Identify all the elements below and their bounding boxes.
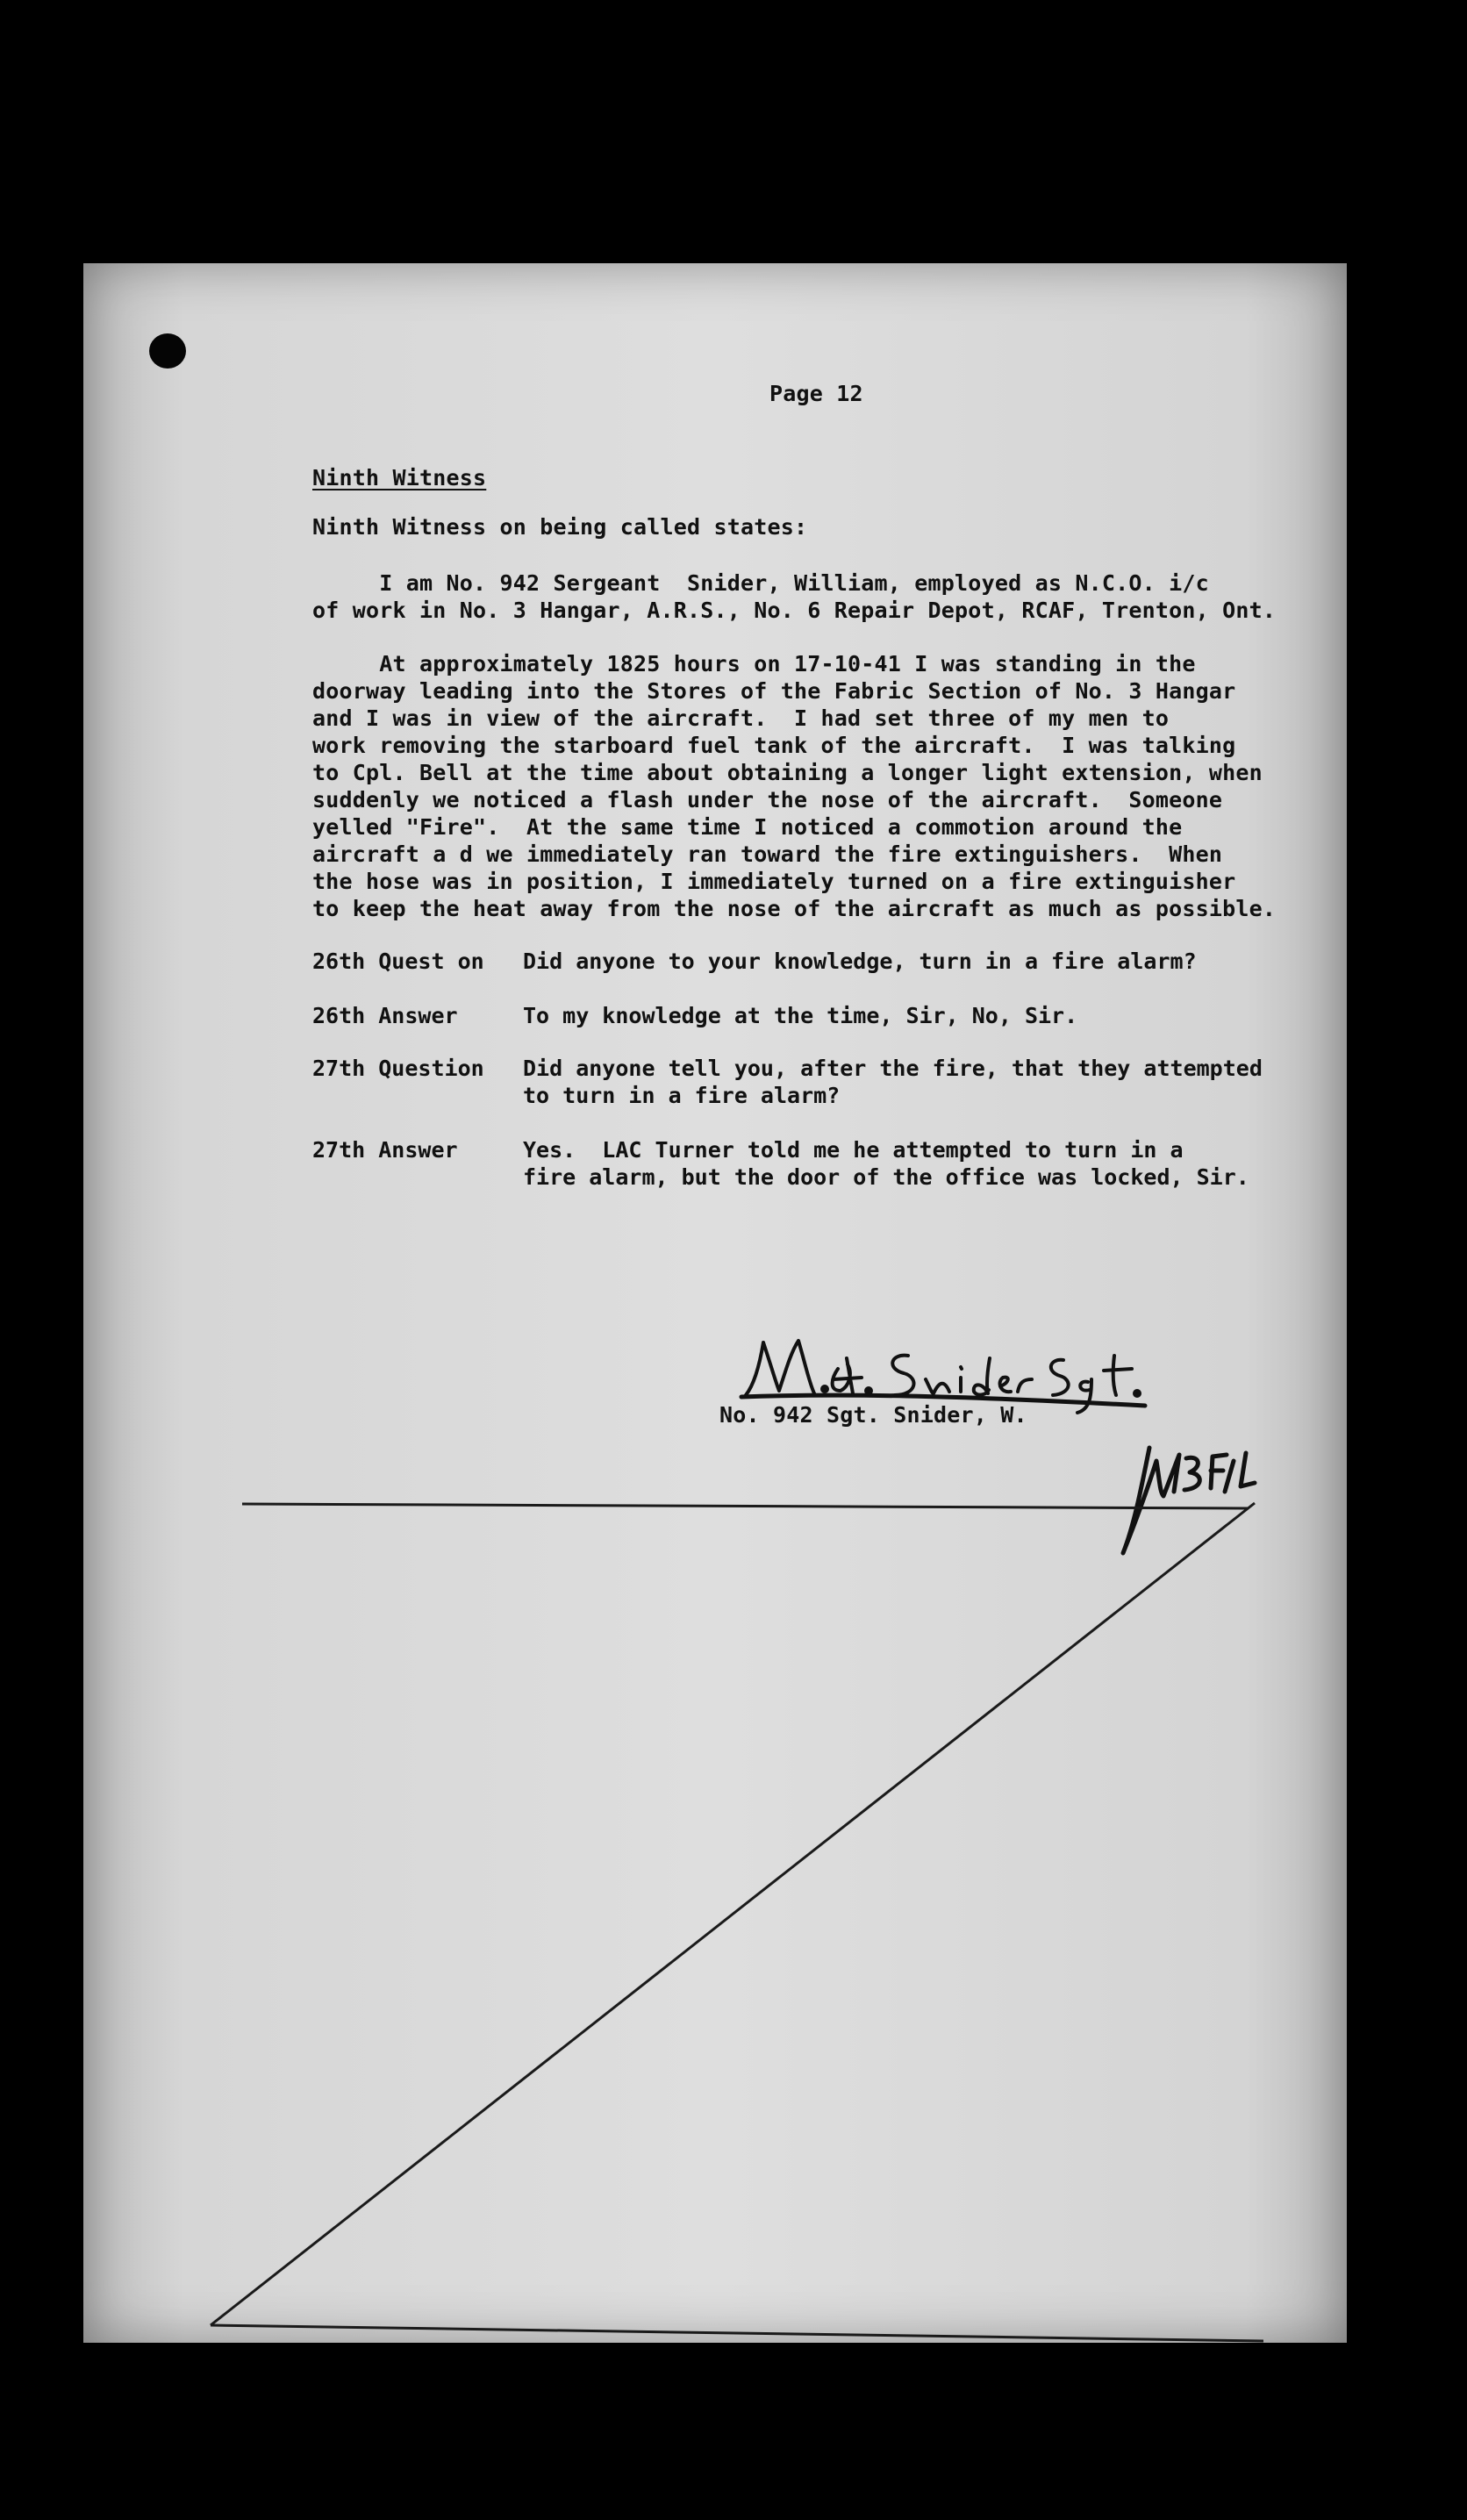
qa-label: 26th Answer xyxy=(312,1003,458,1028)
qa-label: 26th Quest on xyxy=(312,949,484,974)
paragraph-statement: At approximately 1825 hours on 17-10-41 I was standing in the doorway leading into the Stores of the Fabric Section of No. 3 Hangar and I was in view of the aircraft. I had set three of my men to work removing the starboard fuel tank of the aircraft. I was talking to Cpl. Bell at the time about obtaining a longer light extension, when suddenly we noticed a flash under the nose of the aircraft. Someone yelled "Fire". At the same time I noticed a commotion around the aircraft a d we immediately ran toward the fire extinguishers. When the hose was in position, I immediately turned on a fire extinguisher to keep the heat away from the nose of the aircraft as much as possible. xyxy=(312,651,1277,921)
section-heading: Ninth Witness xyxy=(312,465,487,490)
qa-text: Did anyone tell you, after the fire, that they attempted to turn in a fire alarm? xyxy=(523,1056,1263,1108)
punch-hole xyxy=(149,333,186,369)
qa-text: Did anyone to your knowledge, turn in a fire alarm? xyxy=(523,949,1197,974)
paragraph-identity: I am No. 942 Sergeant Snider, William, employed as N.C.O. i/c of work in No. 3 Hangar, A.R.S., No. 6 Repair Depot, RCAF, Trenton, Ont. xyxy=(312,570,1277,623)
typed-signature: No. 942 Sgt. Snider, W. xyxy=(719,1402,1027,1428)
page-number: Page 12 xyxy=(769,381,863,406)
qa-text: To my knowledge at the time, Sir, No, Sir. xyxy=(523,1003,1078,1028)
intro-line: Ninth Witness on being called states: xyxy=(312,514,808,540)
qa-label: 27th Answer xyxy=(312,1137,458,1163)
qa-text: Yes. LAC Turner told me he attempted to turn in a fire alarm, but the door of the office was locked, Sir. xyxy=(523,1137,1249,1190)
qa-label: 27th Question xyxy=(312,1056,484,1081)
